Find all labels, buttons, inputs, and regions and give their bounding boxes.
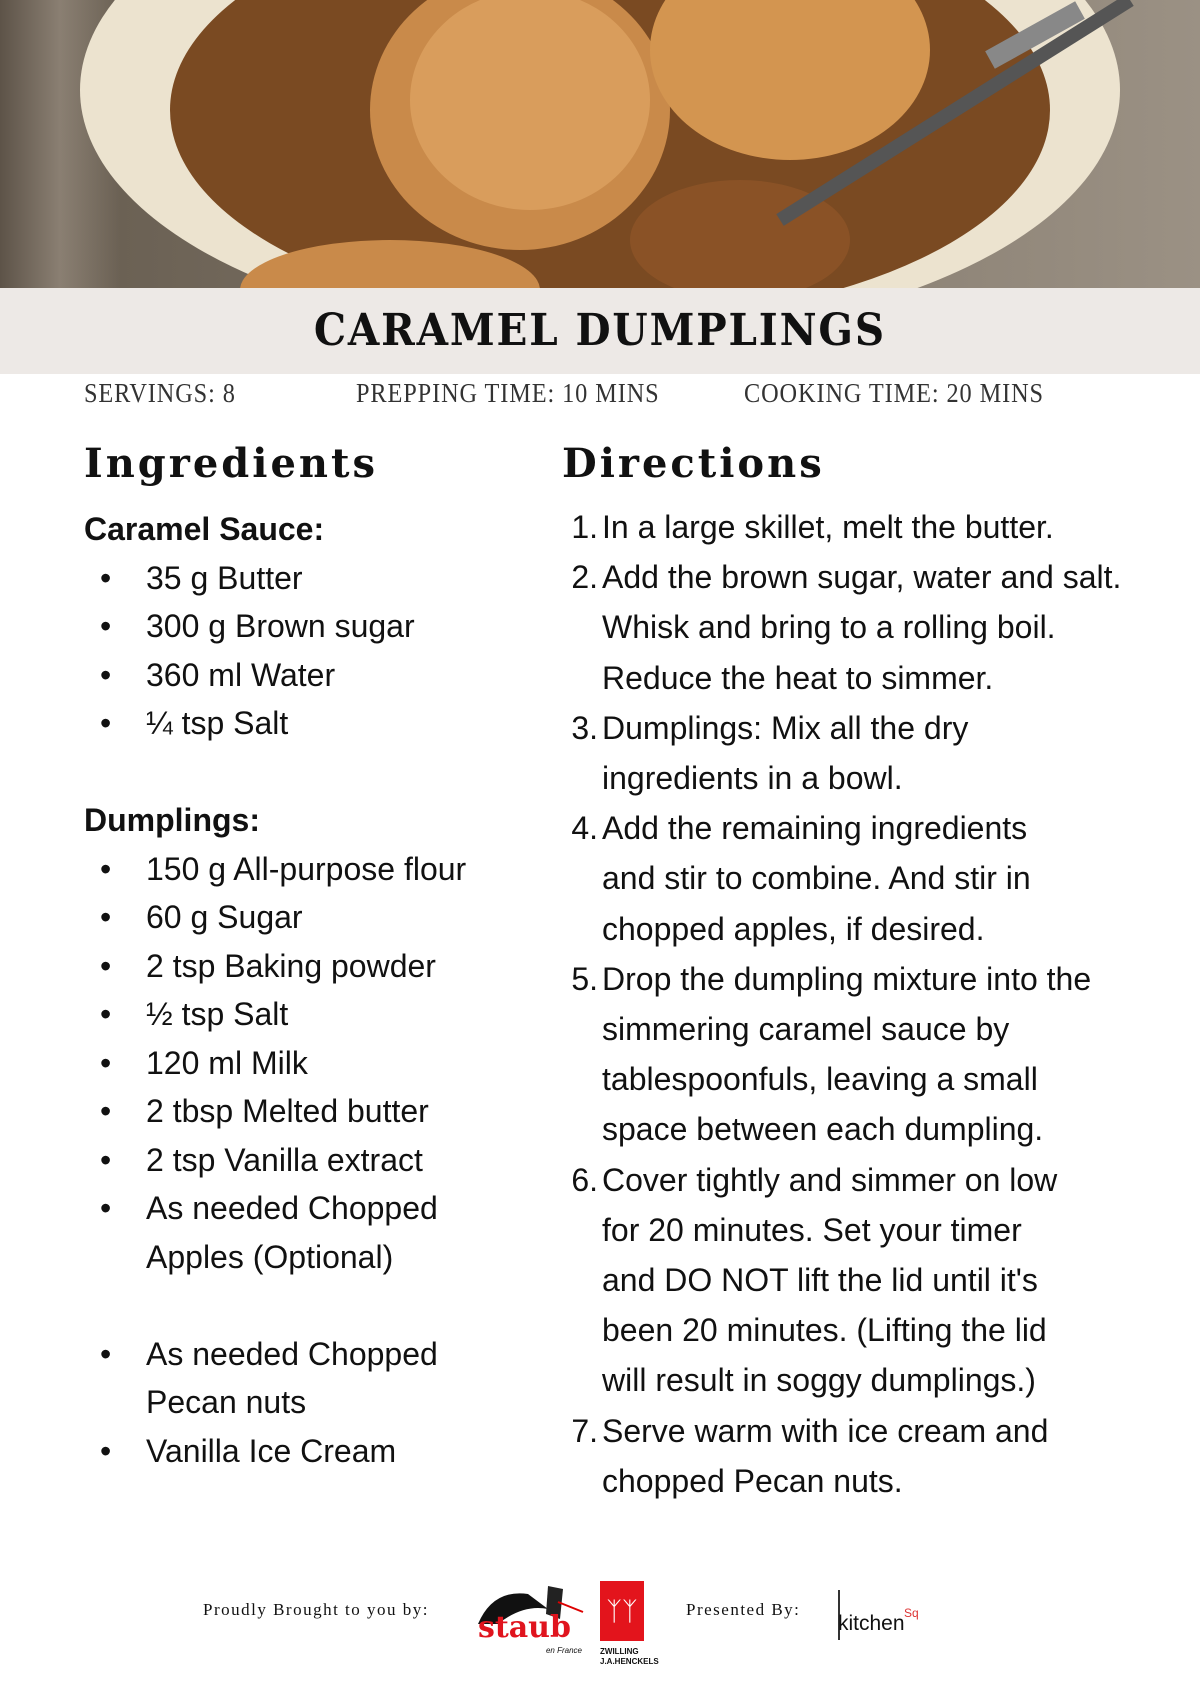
ingredient-item: • 300 g Brown sugar	[84, 602, 544, 651]
brought-by-text: Proudly Brought to you by:	[203, 1600, 430, 1619]
recipe-photo	[0, 0, 1200, 288]
servings: SERVINGS: 8	[84, 378, 236, 408]
dumplings-title: Dumplings:	[84, 802, 260, 838]
ingredient-item: • 2 tsp Baking powder	[84, 942, 544, 991]
presented-by-text: Presented By:	[686, 1600, 801, 1619]
direction-step: 1. In a large skillet, melt the butter.	[571, 509, 1054, 545]
directions-heading: Directions	[562, 440, 825, 487]
staub-logo: staub en France	[468, 1584, 586, 1650]
ingredient-item: • 35 g Butter	[84, 554, 544, 603]
ingredient-item: • 120 ml Milk	[84, 1039, 544, 1088]
zwilling-logo: ᛉᛉ ZWILLING J.A.HENCKELS	[600, 1581, 662, 1671]
ingredient-item: • Vanilla Ice Cream	[84, 1427, 544, 1476]
direction-step: 3. Dumplings: Mix all the dry ingredients in a bowl.	[571, 709, 969, 797]
ingredient-item: • 150 g All-purpose flour	[84, 845, 544, 894]
direction-step: 5. Drop the dumpling mixture into the simmering caramel sauce by tablespoonfuls, leaving a small space between each dumpling.	[571, 960, 1092, 1148]
direction-step: 6. Cover tightly and simmer on low for 20 minutes. Set your timer and DO NOT lift the lid until it's been 20 minutes. (Lifting the lid will result in soggy dumplings.)	[571, 1161, 1058, 1399]
ingredient-item: • 360 ml Water	[84, 651, 544, 700]
ingredients-heading: Ingredients	[84, 440, 378, 487]
title-band	[0, 288, 1200, 374]
direction-step: 2. Add the brown sugar, water and salt. Whisk and bring to a rolling boil. Reduce the heat to simmer.	[571, 559, 1122, 696]
directions-list	[562, 502, 1122, 1506]
cooking-time: COOKING TIME: 20 MINS	[744, 378, 1044, 408]
prepping-time: PREPPING TIME: 10 MINS	[356, 378, 660, 408]
ingredient-item: • 2 tbsp Melted butter	[84, 1087, 544, 1136]
recipe-title: CARAMEL DUMPLINGS	[313, 305, 887, 356]
caramel-sauce-title: Caramel Sauce:	[84, 511, 325, 547]
ingredient-item: • ½ tsp Salt	[84, 990, 544, 1039]
ingredient-item: • As needed Chopped Apples (Optional)	[84, 1184, 504, 1281]
ingredients-list	[84, 505, 544, 1475]
ingredient-item: • ¼ tsp Salt	[84, 699, 544, 748]
dumplings-photo-illustration	[0, 0, 1200, 288]
ingredient-item: • 2 tsp Vanilla extract	[84, 1136, 544, 1185]
direction-step: 7. Serve warm with ice cream and chopped Pecan nuts.	[571, 1412, 1049, 1499]
direction-step: 4. Add the remaining ingredients and stir to combine. And stir in chopped apples, if desired.	[571, 810, 1031, 947]
footer: Proudly Brought to you by: staub en France ᛉᛉ ZWILLING J.A.HENCKELS Presented By: kitchen Sq	[0, 1580, 1200, 1690]
ingredient-item: • 60 g Sugar	[84, 893, 544, 942]
ingredient-item: • As needed Chopped Pecan nuts	[84, 1330, 504, 1427]
